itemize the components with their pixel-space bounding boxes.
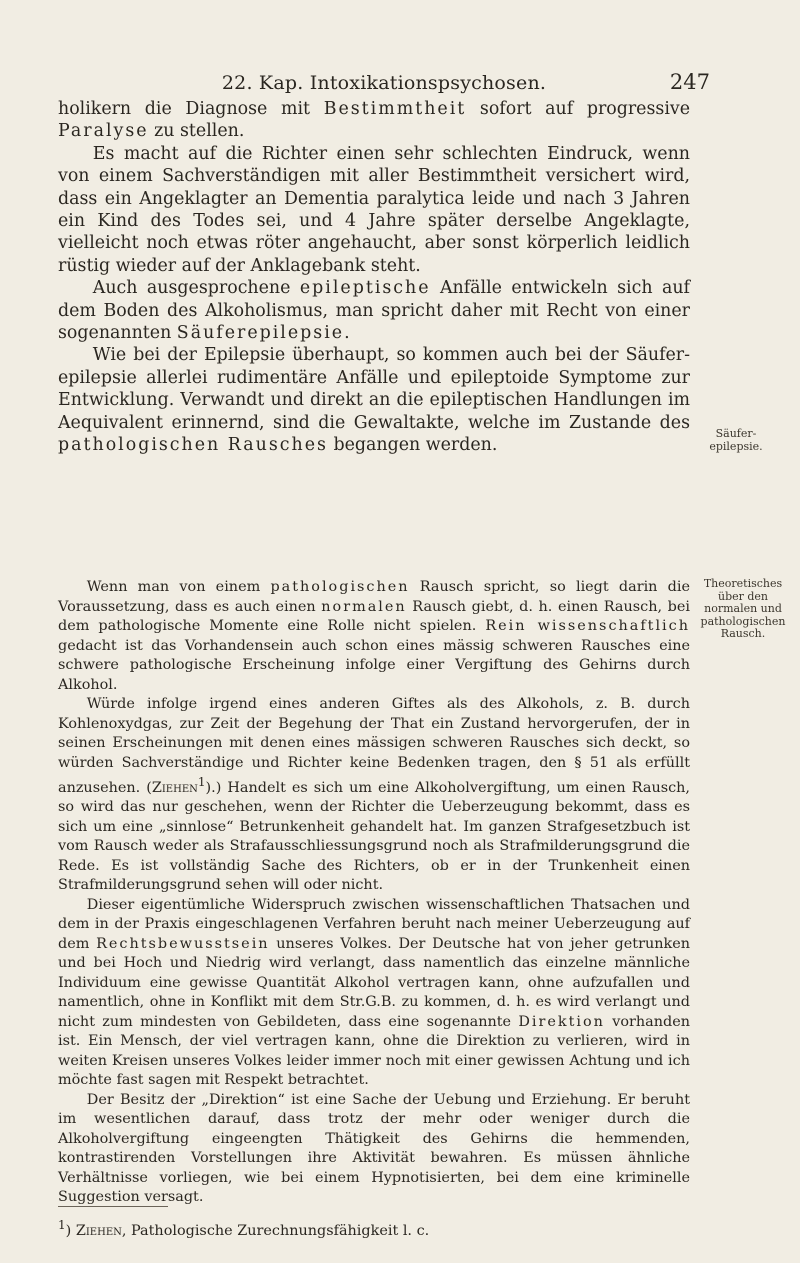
small-paragraph-2: Würde infolge irgend eines anderen Giftes als des Alkohols, z. B. durch Kohlenoxydgas, zur Zeit der Begehung der That ein Zustand hervorgerufen, der in seinen Erscheinungen mit denen eines mässigen schweren Rausches sich deckt, so würden Sachverständige und Richter keine Bedenken tragen, den § 51 als erfüllt anzusehen. (Ziehen$^1$).) Handelt es sich um eine Alkoholvergiftung, um einen Rausch, so wird das nur geschehen, wenn der Richter die Ueberzeugung bekommt, dass es sich um eine „sinnlose“ Betrunkenheit gehandelt hat. Im ganzen Strafgesetzbuch ist vom Rausch weder als Strafausschliessungsgrund noch als Strafmilderungsgrund die Rede. Es ist vollständig Sache des Richters, ob er in der Trunkenheit einen Strafmilderungsgrund sehen will oder nicht. — [58, 696, 691, 894]
emphasis: pathologischen Rausches — [58, 435, 328, 456]
running-head: 22. Kap. Intoxikationspsychosen. — [221, 72, 547, 94]
margin-note-rausch: Theoretisches über den normalen und pathologischen Rausch. — [700, 577, 786, 640]
page-header — [58, 60, 710, 100]
emphasis: pathologischen — [270, 579, 410, 595]
emphasis: Säuferepilepsie — [176, 323, 345, 344]
emphasis: Direktion — [518, 1013, 605, 1030]
emphasis: Bestimmtheit — [323, 99, 467, 119]
paragraph-3: Auch ausgesprochene epileptische Anfälle entwickeln sich auf dem Boden des Alkoholismus, man spricht daher mit Recht von einer sogenannten Säuferepilepsie. — [58, 278, 690, 344]
footnote: $^1$) Ziehen, Pathologische Zurechnungsfähigkeit l. c. — [58, 1218, 430, 1239]
page-number: 247 — [669, 70, 710, 94]
footnote-ref: 1 — [197, 775, 206, 789]
emphasis: normalen — [321, 598, 407, 615]
small-paragraph-3: Dieser eigentümliche Widerspruch zwischen wissenschaftlichen Thatsachen und dem in der Praxis eingeschlagenen Verfahren beruht nach meiner Ueberzeugung auf dem Rechtsbewusstsein unseres Volkes. Der Deutsche hat von jeher getrunken und bei Hoch und Niedrig wird verlangt, dass namentlich das einzelne männliche Individuum eine gewisse Quantität Alkohol vertragen kann, ohne aufzufallen und namentlich, ohne in Konflikt mit dem Str.G.B. zu kommen, d. h. es wird verlangt und nicht zum mindesten von Gebildeten, dass eine sogenannte Direktion vorhanden ist. Ein Mensch, der viel vertragen kann, ohne die Direktion zu verlieren, wird in weiten Kreisen unseres Volkes leider immer noch mit einer gewissen Achtung und ich möchte fast sagen mit Respekt betrachtet. — [58, 896, 690, 1089]
emphasis: Paralyse — [58, 121, 149, 142]
small-paragraph-1: Wenn man von einem pathologischen Rausch spricht, so liegt darin die Voraussetzung, dass es auch einen normalen Rausch giebt, d. h. einen Rausch, bei dem pathologische Momente eine Rolle nicht spielen. Rein wissenschaftlich gedacht ist das Vorhandensein auch schon eines mässig schweren Rausches eine schwere pathologische Erscheinung infolge einer Vergiftung des Gehirns durch Alkohol. — [58, 579, 690, 693]
paragraph-4: Wie bei der Epilepsie überhaupt, so kommen auch bei der Säufer-epilepsie allerlei rudimentäre Anfälle und epileptoide Symptome zur Entwicklung. Verwandt und direkt an die epileptischen Handlungen im Aequivalent erinnernd, sind die Gewaltakte, welche im Zustande des pathologischen Rausches begangen werden. — [58, 345, 690, 456]
emphasis: Rechtsbewusstsein — [96, 935, 270, 952]
emphasis: epileptische — [299, 278, 431, 299]
footnote-author: Ziehen — [75, 1222, 122, 1239]
small-paragraph-4: Der Besitz der „Direktion“ ist eine Sache der Uebung und Erziehung. Er beruht im wesentlichen darauf, dass trotz der mehr oder weniger durch die Alkoholvergiftung eingeengten Thätigkeit des Gehirns die hemmenden, kontrastirenden Vorstellungen ihre Aktivität bewahren. Es müssen ähnliche Verhältnisse vorliegen, wie bei einem Hypnotisierten, bei dem eine kriminelle Suggestion versagt. — [58, 1091, 690, 1206]
paragraph-2: Es macht auf die Richter einen sehr schlechten Eindruck, wenn von einem Sachverständigen mit aller Bestimmtheit versichert wird, dass ein Angeklagter an Dementia paralytica leide und nach 3 Jahren ein Kind des Todes sei, und 4 Jahre später derselbe Angeklagte, vielleicht noch etwas röter angehaucht, aber sonst körperlich leidlich rüstig wieder auf der Anklagebank steht. — [58, 143, 690, 276]
footnote-divider — [58, 1206, 168, 1207]
margin-note-saeuferepilepsie: Säufer- epilepsie. — [709, 427, 763, 453]
footnote-marker: 1 — [58, 1218, 66, 1232]
main-text — [58, 98, 690, 457]
emphasis: Rein wissenschaftlich — [485, 618, 690, 634]
small-print-section — [58, 578, 690, 1208]
author-name: Ziehen — [151, 779, 198, 796]
footnote-text: , Pathologische Zurechnungsfähigkeit l. c. — [121, 1222, 430, 1239]
paragraph-1: holikern die Diagnose mit Bestimmtheit sofort auf progressive Paralyse zu stellen. — [58, 99, 691, 142]
